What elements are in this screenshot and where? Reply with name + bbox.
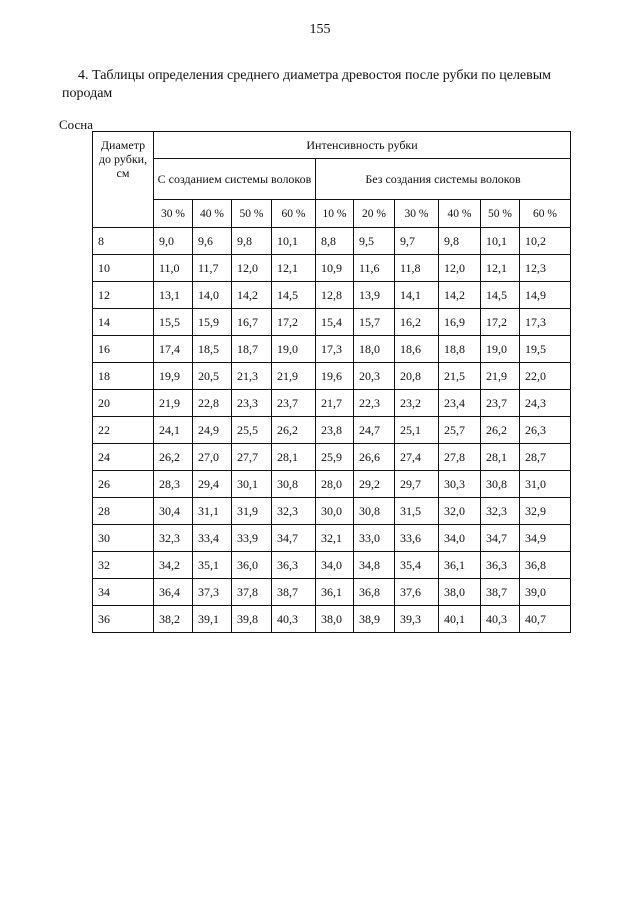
- value-cell: 39,3: [395, 606, 439, 633]
- value-cell: 11,0: [154, 255, 193, 282]
- value-cell: 15,5: [154, 309, 193, 336]
- value-cell: 32,9: [520, 498, 571, 525]
- value-cell: 39,0: [520, 579, 571, 606]
- value-cell: 34,7: [481, 525, 520, 552]
- percent-header: 60 %: [272, 200, 316, 228]
- table-row: [93, 363, 571, 390]
- value-cell: 17,2: [272, 309, 316, 336]
- group-header-with-skid-trails: С созданием системы волоков: [154, 159, 316, 200]
- table-row: [93, 336, 571, 363]
- page-number: 155: [309, 22, 331, 37]
- value-cell: 30,8: [481, 471, 520, 498]
- value-cell: 18,7: [232, 336, 272, 363]
- value-cell: 29,4: [193, 471, 232, 498]
- table-row: [93, 606, 571, 633]
- value-cell: 36,0: [232, 552, 272, 579]
- value-cell: 30,8: [354, 498, 395, 525]
- diameter-cell: 20: [93, 390, 154, 417]
- value-cell: 12,1: [272, 255, 316, 282]
- table-row: [93, 579, 571, 606]
- value-cell: 32,3: [481, 498, 520, 525]
- value-cell: 12,0: [439, 255, 481, 282]
- value-cell: 14,2: [439, 282, 481, 309]
- value-cell: 38,2: [154, 606, 193, 633]
- value-cell: 32,1: [316, 525, 354, 552]
- value-cell: 35,1: [193, 552, 232, 579]
- value-cell: 11,8: [395, 255, 439, 282]
- value-cell: 21,3: [232, 363, 272, 390]
- diameter-table: [92, 131, 571, 633]
- value-cell: 10,1: [481, 228, 520, 255]
- diameter-cell: 14: [93, 309, 154, 336]
- percent-header: 20 %: [354, 200, 395, 228]
- value-cell: 25,9: [316, 444, 354, 471]
- value-cell: 39,1: [193, 606, 232, 633]
- diameter-cell: 22: [93, 417, 154, 444]
- value-cell: 16,7: [232, 309, 272, 336]
- value-cell: 32,0: [439, 498, 481, 525]
- value-cell: 25,1: [395, 417, 439, 444]
- value-cell: 19,0: [481, 336, 520, 363]
- value-cell: 40,7: [520, 606, 571, 633]
- percent-header-row: [93, 200, 571, 228]
- value-cell: 40,3: [481, 606, 520, 633]
- diameter-column-header: Диаметр до рубки, см: [93, 132, 154, 228]
- value-cell: 33,9: [232, 525, 272, 552]
- value-cell: 29,2: [354, 471, 395, 498]
- diameter-cell: 16: [93, 336, 154, 363]
- value-cell: 19,9: [154, 363, 193, 390]
- value-cell: 9,0: [154, 228, 193, 255]
- value-cell: 13,9: [354, 282, 395, 309]
- value-cell: 11,7: [193, 255, 232, 282]
- value-cell: 31,1: [193, 498, 232, 525]
- value-cell: 36,3: [481, 552, 520, 579]
- value-cell: 17,2: [481, 309, 520, 336]
- value-cell: 33,0: [354, 525, 395, 552]
- value-cell: 28,1: [481, 444, 520, 471]
- value-cell: 27,0: [193, 444, 232, 471]
- value-cell: 34,2: [154, 552, 193, 579]
- value-cell: 36,1: [439, 552, 481, 579]
- value-cell: 8,8: [316, 228, 354, 255]
- percent-header: 30 %: [154, 200, 193, 228]
- value-cell: 30,0: [316, 498, 354, 525]
- value-cell: 28,7: [520, 444, 571, 471]
- value-cell: 31,0: [520, 471, 571, 498]
- value-cell: 24,1: [154, 417, 193, 444]
- value-cell: 18,8: [439, 336, 481, 363]
- value-cell: 23,4: [439, 390, 481, 417]
- value-cell: 23,7: [481, 390, 520, 417]
- value-cell: 26,2: [481, 417, 520, 444]
- value-cell: 22,8: [193, 390, 232, 417]
- table-row: [93, 444, 571, 471]
- value-cell: 23,7: [272, 390, 316, 417]
- percent-header: 40 %: [193, 200, 232, 228]
- value-cell: 28,1: [272, 444, 316, 471]
- value-cell: 34,0: [316, 552, 354, 579]
- value-cell: 30,4: [154, 498, 193, 525]
- value-cell: 30,8: [272, 471, 316, 498]
- value-cell: 38,0: [316, 606, 354, 633]
- table-header: [93, 132, 571, 228]
- value-cell: 23,3: [232, 390, 272, 417]
- table-row: [93, 417, 571, 444]
- diameter-cell: 10: [93, 255, 154, 282]
- value-cell: 16,9: [439, 309, 481, 336]
- percent-header: 30 %: [395, 200, 439, 228]
- value-cell: 38,9: [354, 606, 395, 633]
- value-cell: 10,2: [520, 228, 571, 255]
- table-row: [93, 471, 571, 498]
- value-cell: 33,4: [193, 525, 232, 552]
- value-cell: 29,7: [395, 471, 439, 498]
- value-cell: 20,5: [193, 363, 232, 390]
- value-cell: 15,4: [316, 309, 354, 336]
- group-header-without-skid-trails: Без создания системы волоков: [316, 159, 571, 200]
- value-cell: 12,0: [232, 255, 272, 282]
- value-cell: 16,2: [395, 309, 439, 336]
- value-cell: 17,3: [316, 336, 354, 363]
- value-cell: 12,3: [520, 255, 571, 282]
- table-row: [93, 228, 571, 255]
- table-row: [93, 498, 571, 525]
- value-cell: 30,3: [439, 471, 481, 498]
- value-cell: 28,3: [154, 471, 193, 498]
- value-cell: 22,0: [520, 363, 571, 390]
- value-cell: 34,7: [272, 525, 316, 552]
- value-cell: 14,9: [520, 282, 571, 309]
- value-cell: 17,3: [520, 309, 571, 336]
- value-cell: 34,8: [354, 552, 395, 579]
- value-cell: 36,8: [520, 552, 571, 579]
- diameter-cell: 12: [93, 282, 154, 309]
- percent-header: 40 %: [439, 200, 481, 228]
- value-cell: 20,8: [395, 363, 439, 390]
- value-cell: 33,6: [395, 525, 439, 552]
- value-cell: 25,5: [232, 417, 272, 444]
- value-cell: 24,3: [520, 390, 571, 417]
- value-cell: 12,1: [481, 255, 520, 282]
- value-cell: 19,6: [316, 363, 354, 390]
- value-cell: 26,6: [354, 444, 395, 471]
- diameter-cell: 8: [93, 228, 154, 255]
- table-row: [93, 282, 571, 309]
- percent-header: 10 %: [316, 200, 354, 228]
- value-cell: 24,9: [193, 417, 232, 444]
- value-cell: 14,0: [193, 282, 232, 309]
- value-cell: 10,9: [316, 255, 354, 282]
- value-cell: 31,9: [232, 498, 272, 525]
- value-cell: 24,7: [354, 417, 395, 444]
- diameter-cell: 32: [93, 552, 154, 579]
- table-row: [93, 309, 571, 336]
- diameter-cell: 26: [93, 471, 154, 498]
- value-cell: 14,5: [481, 282, 520, 309]
- value-cell: 21,7: [316, 390, 354, 417]
- value-cell: 14,5: [272, 282, 316, 309]
- table-row: [93, 552, 571, 579]
- value-cell: 12,8: [316, 282, 354, 309]
- diameter-cell: 28: [93, 498, 154, 525]
- value-cell: 28,0: [316, 471, 354, 498]
- value-cell: 18,6: [395, 336, 439, 363]
- value-cell: 40,1: [439, 606, 481, 633]
- percent-header: 50 %: [232, 200, 272, 228]
- table-body: [93, 228, 571, 633]
- value-cell: 26,2: [154, 444, 193, 471]
- value-cell: 22,3: [354, 390, 395, 417]
- value-cell: 37,8: [232, 579, 272, 606]
- value-cell: 38,7: [272, 579, 316, 606]
- value-cell: 30,1: [232, 471, 272, 498]
- value-cell: 9,8: [439, 228, 481, 255]
- value-cell: 9,5: [354, 228, 395, 255]
- section-heading: 4. Таблицы определения среднего диаметра древостоя после рубки по целевым породам: [62, 68, 552, 101]
- value-cell: 21,9: [481, 363, 520, 390]
- value-cell: 36,8: [354, 579, 395, 606]
- value-cell: 9,6: [193, 228, 232, 255]
- value-cell: 13,1: [154, 282, 193, 309]
- value-cell: 17,4: [154, 336, 193, 363]
- value-cell: 23,2: [395, 390, 439, 417]
- value-cell: 26,2: [272, 417, 316, 444]
- value-cell: 37,6: [395, 579, 439, 606]
- value-cell: 27,8: [439, 444, 481, 471]
- value-cell: 21,9: [272, 363, 316, 390]
- value-cell: 10,1: [272, 228, 316, 255]
- value-cell: 37,3: [193, 579, 232, 606]
- value-cell: 19,0: [272, 336, 316, 363]
- value-cell: 26,3: [520, 417, 571, 444]
- value-cell: 36,3: [272, 552, 316, 579]
- species-label: Сосна: [59, 117, 93, 132]
- value-cell: 34,0: [439, 525, 481, 552]
- value-cell: 18,5: [193, 336, 232, 363]
- diameter-cell: 36: [93, 606, 154, 633]
- value-cell: 21,9: [154, 390, 193, 417]
- value-cell: 27,4: [395, 444, 439, 471]
- diameter-cell: 24: [93, 444, 154, 471]
- diameter-cell: 30: [93, 525, 154, 552]
- value-cell: 11,6: [354, 255, 395, 282]
- value-cell: 20,3: [354, 363, 395, 390]
- value-cell: 9,8: [232, 228, 272, 255]
- percent-header: 50 %: [481, 200, 520, 228]
- value-cell: 18,0: [354, 336, 395, 363]
- value-cell: 21,5: [439, 363, 481, 390]
- table-row: [93, 390, 571, 417]
- table-row: [93, 525, 571, 552]
- value-cell: 36,4: [154, 579, 193, 606]
- intensity-header: Интенсивность рубки: [154, 132, 571, 159]
- table-row: [93, 255, 571, 282]
- value-cell: 39,8: [232, 606, 272, 633]
- value-cell: 14,2: [232, 282, 272, 309]
- value-cell: 38,7: [481, 579, 520, 606]
- value-cell: 36,1: [316, 579, 354, 606]
- value-cell: 25,7: [439, 417, 481, 444]
- diameter-cell: 34: [93, 579, 154, 606]
- value-cell: 32,3: [154, 525, 193, 552]
- value-cell: 35,4: [395, 552, 439, 579]
- value-cell: 19,5: [520, 336, 571, 363]
- value-cell: 32,3: [272, 498, 316, 525]
- value-cell: 40,3: [272, 606, 316, 633]
- value-cell: 38,0: [439, 579, 481, 606]
- value-cell: 27,7: [232, 444, 272, 471]
- percent-header: 60 %: [520, 200, 571, 228]
- diameter-cell: 18: [93, 363, 154, 390]
- value-cell: 31,5: [395, 498, 439, 525]
- value-cell: 34,9: [520, 525, 571, 552]
- value-cell: 23,8: [316, 417, 354, 444]
- value-cell: 9,7: [395, 228, 439, 255]
- value-cell: 15,9: [193, 309, 232, 336]
- value-cell: 15,7: [354, 309, 395, 336]
- value-cell: 14,1: [395, 282, 439, 309]
